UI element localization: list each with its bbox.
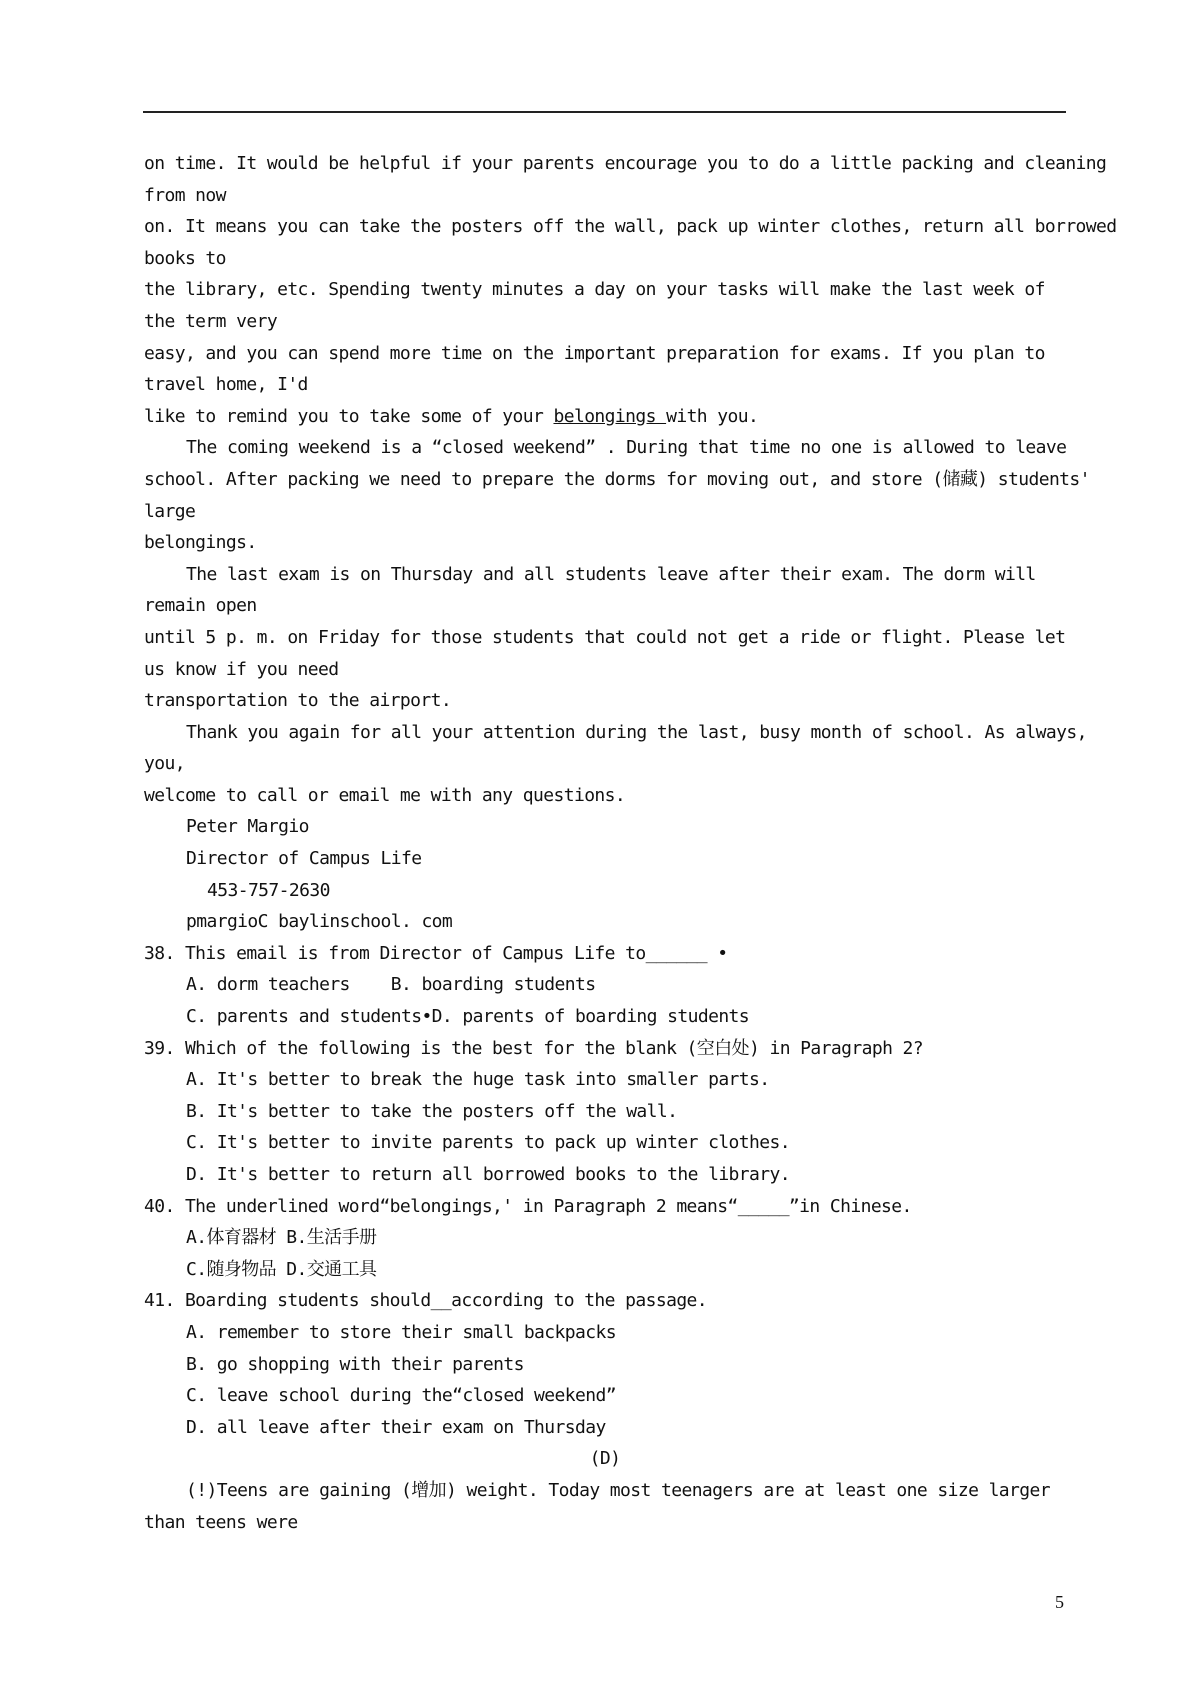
question-40: 40. The underlined word“belongings,' in Paragraph 2 means“_____”in Chinese. — [144, 1195, 912, 1217]
passage-line: travel home, I'd — [144, 374, 308, 396]
passage-line: school. After packing we need to prepare the dorms for moving out, and store (储藏) students' — [144, 468, 1090, 490]
signature-phone: 453-757-2630 — [207, 879, 330, 901]
passage-line: (!)Teens are gaining (增加) weight. Today most teenagers are at least one size larger — [186, 1479, 1050, 1501]
passage-line: large — [144, 500, 196, 522]
question-38: 38. This email is from Director of Campus Life to______ • — [144, 942, 728, 964]
question-39: 39. Which of the following is the best for the blank (空白处) in Paragraph 2? — [144, 1037, 924, 1059]
passage-line: on time. It would be helpful if your parents encourage you to do a little packing and cleaning — [144, 153, 1107, 174]
page-body — [144, 148, 1117, 1538]
passage-line: remain open — [144, 595, 257, 617]
question-39-option-a: A. It's better to break the huge task into smaller parts. — [186, 1069, 770, 1091]
passage-line: on. It means you can take the posters off the wall, pack up winter clothes, return all borrowed — [144, 216, 1117, 238]
question-41-option-a: A. remember to store their small backpacks — [186, 1321, 616, 1343]
passage-line: you, — [144, 753, 185, 775]
passage-text: with you. — [666, 405, 759, 427]
passage-line: The last exam is on Thursday and all students leave after their exam. The dorm will — [186, 563, 1036, 585]
underlined-word-belongings: belongings — [553, 405, 667, 427]
question-40-options-cd: C.随身物品 D.交通工具 — [186, 1258, 377, 1280]
passage-line: than teens were — [144, 1511, 298, 1533]
passage-line: books to — [144, 247, 226, 269]
passage-line: until 5 p. m. on Friday for those students that could not get a ride or flight. Please let — [144, 626, 1066, 648]
question-41-option-c: C. leave school during the“closed weekend” — [186, 1385, 616, 1407]
passage-line: the term very — [144, 310, 278, 332]
signature-name: Peter Margio — [186, 816, 309, 838]
question-41-option-d: D. all leave after their exam on Thursday — [186, 1416, 606, 1438]
question-41: 41. Boarding students should__according to the passage. — [144, 1290, 708, 1312]
question-39-option-c: C. It's better to invite parents to pack up winter clothes. — [186, 1132, 790, 1154]
passage-line — [144, 401, 1066, 433]
signature-email: pmargioC baylinschool. com — [186, 911, 453, 933]
passage-line: from now — [144, 184, 226, 206]
question-38-options-cd: C. parents and students•D. parents of boarding students — [186, 1006, 750, 1028]
passage-line: easy, and you can spend more time on the important preparation for exams. If you plan to — [144, 342, 1045, 364]
question-40-options-ab: A.体育器材 B.生活手册 — [186, 1227, 377, 1249]
signature-title: Director of Campus Life — [186, 848, 422, 870]
passage-line: belongings. — [144, 532, 257, 554]
passage-line: the library, etc. Spending twenty minutes a day on your tasks will make the last week of — [144, 279, 1045, 301]
question-39-option-b: B. It's better to take the posters off the wall. — [186, 1100, 678, 1122]
page-number: 5 — [1055, 1592, 1064, 1612]
header-rule — [143, 111, 1066, 113]
passage-line: Thank you again for all your attention during the last, busy month of school. As always, — [186, 721, 1087, 743]
section-label: (D) — [589, 1448, 621, 1470]
passage-line: us know if you need — [144, 658, 339, 680]
question-41-option-b: B. go shopping with their parents — [186, 1353, 524, 1375]
passage-line: transportation to the airport. — [144, 690, 452, 712]
passage-text: like to remind you to take some of your — [144, 405, 554, 427]
passage-line: The coming weekend is a “closed weekend” . During that time no one is allowed to leave — [186, 437, 1067, 459]
passage-line: welcome to call or email me with any questions. — [144, 784, 626, 806]
question-38-options-ab: A. dorm teachers B. boarding students — [186, 974, 596, 996]
question-39-option-d: D. It's better to return all borrowed books to the library. — [186, 1164, 790, 1185]
